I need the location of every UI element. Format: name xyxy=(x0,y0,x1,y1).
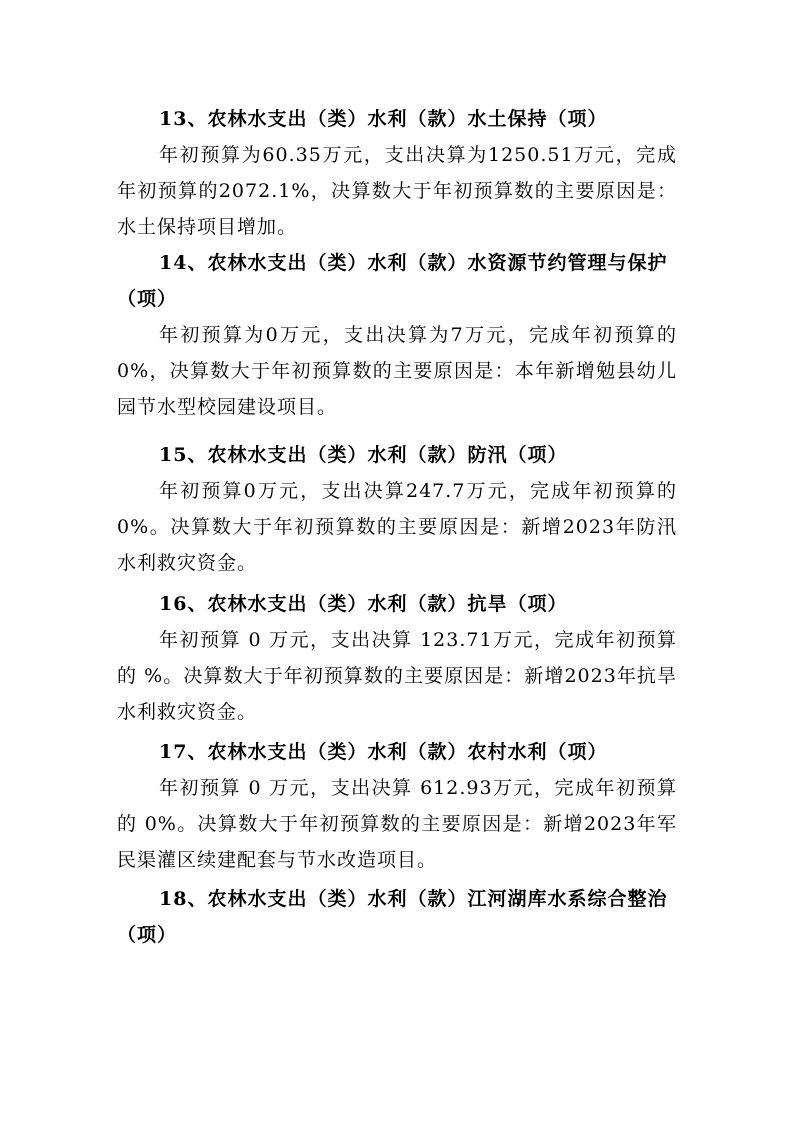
section-heading: 17、农林水支出（类）水利（款）农村水利（项） xyxy=(159,741,608,763)
section-body: 年初预算0万元，支出决算247.7万元，完成年初预算的0%。决算数大于年初预算数的主要原因是：新增2023年防汛水利救灾资金。 xyxy=(117,480,677,574)
section-body: 年初预算 0 万元，支出决算 123.71万元，完成年初预算的 %。决算数大于年初预算数的主要原因是：新增2023年抗旱水利救灾资金。 xyxy=(117,629,677,723)
section-14 xyxy=(117,245,677,425)
section-heading: 16、农林水支出（类）水利（款）抗旱（项） xyxy=(159,593,568,615)
section-heading: 15、农林水支出（类）水利（款）防汛（项） xyxy=(159,444,568,466)
section-17 xyxy=(117,734,677,878)
section-18 xyxy=(117,881,677,953)
section-body: 年初预算 0 万元，支出决算 612.93万元，完成年初预算的 0%。决算数大于年初预算数的主要原因是：新增2023年军民渠灌区续建配套与节水改造项目。 xyxy=(117,777,677,871)
section-heading: 18、农林水支出（类）水利（款）江河湖库水系综合整治（项） xyxy=(117,888,668,946)
section-body: 年初预算为0万元，支出决算为7万元，完成年初预算的0%，决算数大于年初预算数的主要原因是：本年新增勉县幼儿园节水型校园建设项目。 xyxy=(117,324,677,418)
section-16 xyxy=(117,586,677,730)
section-13 xyxy=(117,101,677,245)
section-body: 年初预算为60.35万元，支出决算为1250.51万元，完成年初预算的2072.1%，决算数大于年初预算数的主要原因是：水土保持项目增加。 xyxy=(117,144,677,238)
section-heading: 13、农林水支出（类）水利（款）水土保持（项） xyxy=(159,108,608,130)
section-15 xyxy=(117,437,677,581)
section-heading: 14、农林水支出（类）水利（款）水资源节约管理与保护（项） xyxy=(117,252,668,310)
